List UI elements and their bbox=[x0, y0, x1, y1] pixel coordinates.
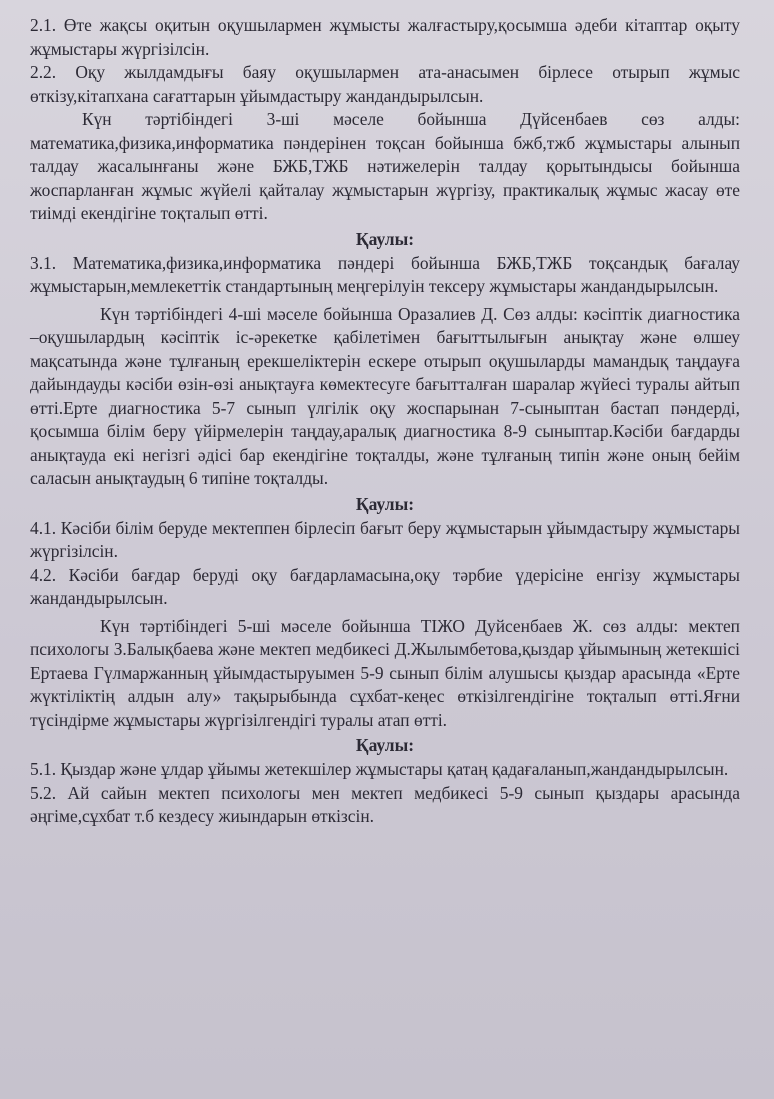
agenda-item-5-paragraph: Күн тәртібіндегі 5-ші мәселе бойынша ТІЖО Дуйсенбаев Ж. сөз алды: мектеп психологы З.Балықбаева және мектеп медбикесі Д.Жылымбетова,қыздар ұйымының жетекшісі Ертаева Гүлмаржанның ұйымдастыруымен 5-9 сынып білім алушысы қыздар арасында «Ерте жүктіліктің алдын алу» тақырыбында сұхбат-кеңес өткізілгендігіне тоқталып өтті.Яғни түсіндірме жұмыстары жүргізілгендігі туралы атап өтті. bbox=[30, 615, 740, 730]
agenda-item-4-paragraph: Күн тәртібіндегі 4-ші мәселе бойынша Оразалиев Д. Сөз алды: кәсіптік диагностика –оқушылардың кәсіптік іс-әрекетке қабілетімен бағыттылығын анықтау және өлшеу мақсатында және тұлғаның ерекшеліктерін ескере отырып оқушыларды мамандық таңдауға дайындауды кәсіби өзін-өзі анықтауға көмектесуге бағытталған шаралар жүйесі туралы айтып өтті.Ерте диагностика 5-7 сынып үлгілік оқу жоспарынан 7-сыныптан бастап пәндерді, қосымша білім беру үйірмелерін таңдау,аралық диагностика 8-9 сыныптар.Кәсіби бағдарды анықтауда екі негізгі әдісі бар екендігіне тоқталды, және тұлғаның типін және оның бейім саласын анықтаудың 6 типіне тоқталды. bbox=[30, 303, 740, 488]
agenda-item-3-paragraph: Күн тәртібіндегі 3-ші мәселе бойынша Дүйсенбаев сөз алды: математика,физика,информатика пәндерінен тоқсан бойынша бжб,тжб жұмыстары алынып талдау жасалынғаны және БЖБ,ТЖБ нәтижелерін талдау қорытындысы бойынша жоспарланған жұмыс жүйелі қайталау жұмыстарын жүргізу, практикалық жұмыс жасау өте тиімді екендігіне тоқталып өтті. bbox=[30, 109, 740, 223]
resolution-heading-3: Қаулы: bbox=[355, 228, 415, 249]
resolution-item-5-2: 5.2. Ай сайын мектеп психологы мен мектеп медбикесі 5-9 сынып қыздары арасында әңгіме,сұхбат т.б кездесу жиындарын өткізсін. bbox=[30, 782, 740, 826]
resolution-heading-4: Қаулы: bbox=[355, 493, 415, 514]
resolution-item-4-2: 4.2. Кәсіби бағдар беруді оқу бағдарламасына,оқу тәрбие үдерісіне енгізу жұмыстары жандандырылсын. bbox=[30, 564, 740, 608]
resolution-item-5-1: 5.1. Қыздар және ұлдар ұйымы жетекшілер жұмыстары қатаң қадағаланып,жандандырылсын. bbox=[30, 759, 729, 779]
resolution-item-4-1: 4.1. Кәсіби білім беруде мектеппен бірлесіп бағыт беру жұмыстарын ұйымдастыру жұмыстары жүргізілсін. bbox=[30, 517, 740, 561]
resolution-item-2-2: 2.2. Оқу жылдамдығы баяу оқушылармен ата-анасымен бірлесе отырып жұмыс өткізу,кітапхана сағаттарын ұйымдастыру жандандырылсын. bbox=[30, 62, 740, 106]
resolution-heading-5: Қаулы: bbox=[355, 735, 415, 755]
resolution-item-2-1: 2.1. Өте жақсы оқитын оқушылармен жұмысты жалғастыру,қосымша әдеби кітаптар оқыту жұмыстары жүргізілсін. bbox=[30, 15, 740, 59]
resolution-item-3-1: 3.1. Математика,физика,информатика пәндері бойынша БЖБ,ТЖБ тоқсандық бағалау жұмыстарын,мемлекеттік стандартының меңгерілуін тексеру жұмыстары жандандырылсын. bbox=[30, 252, 740, 296]
